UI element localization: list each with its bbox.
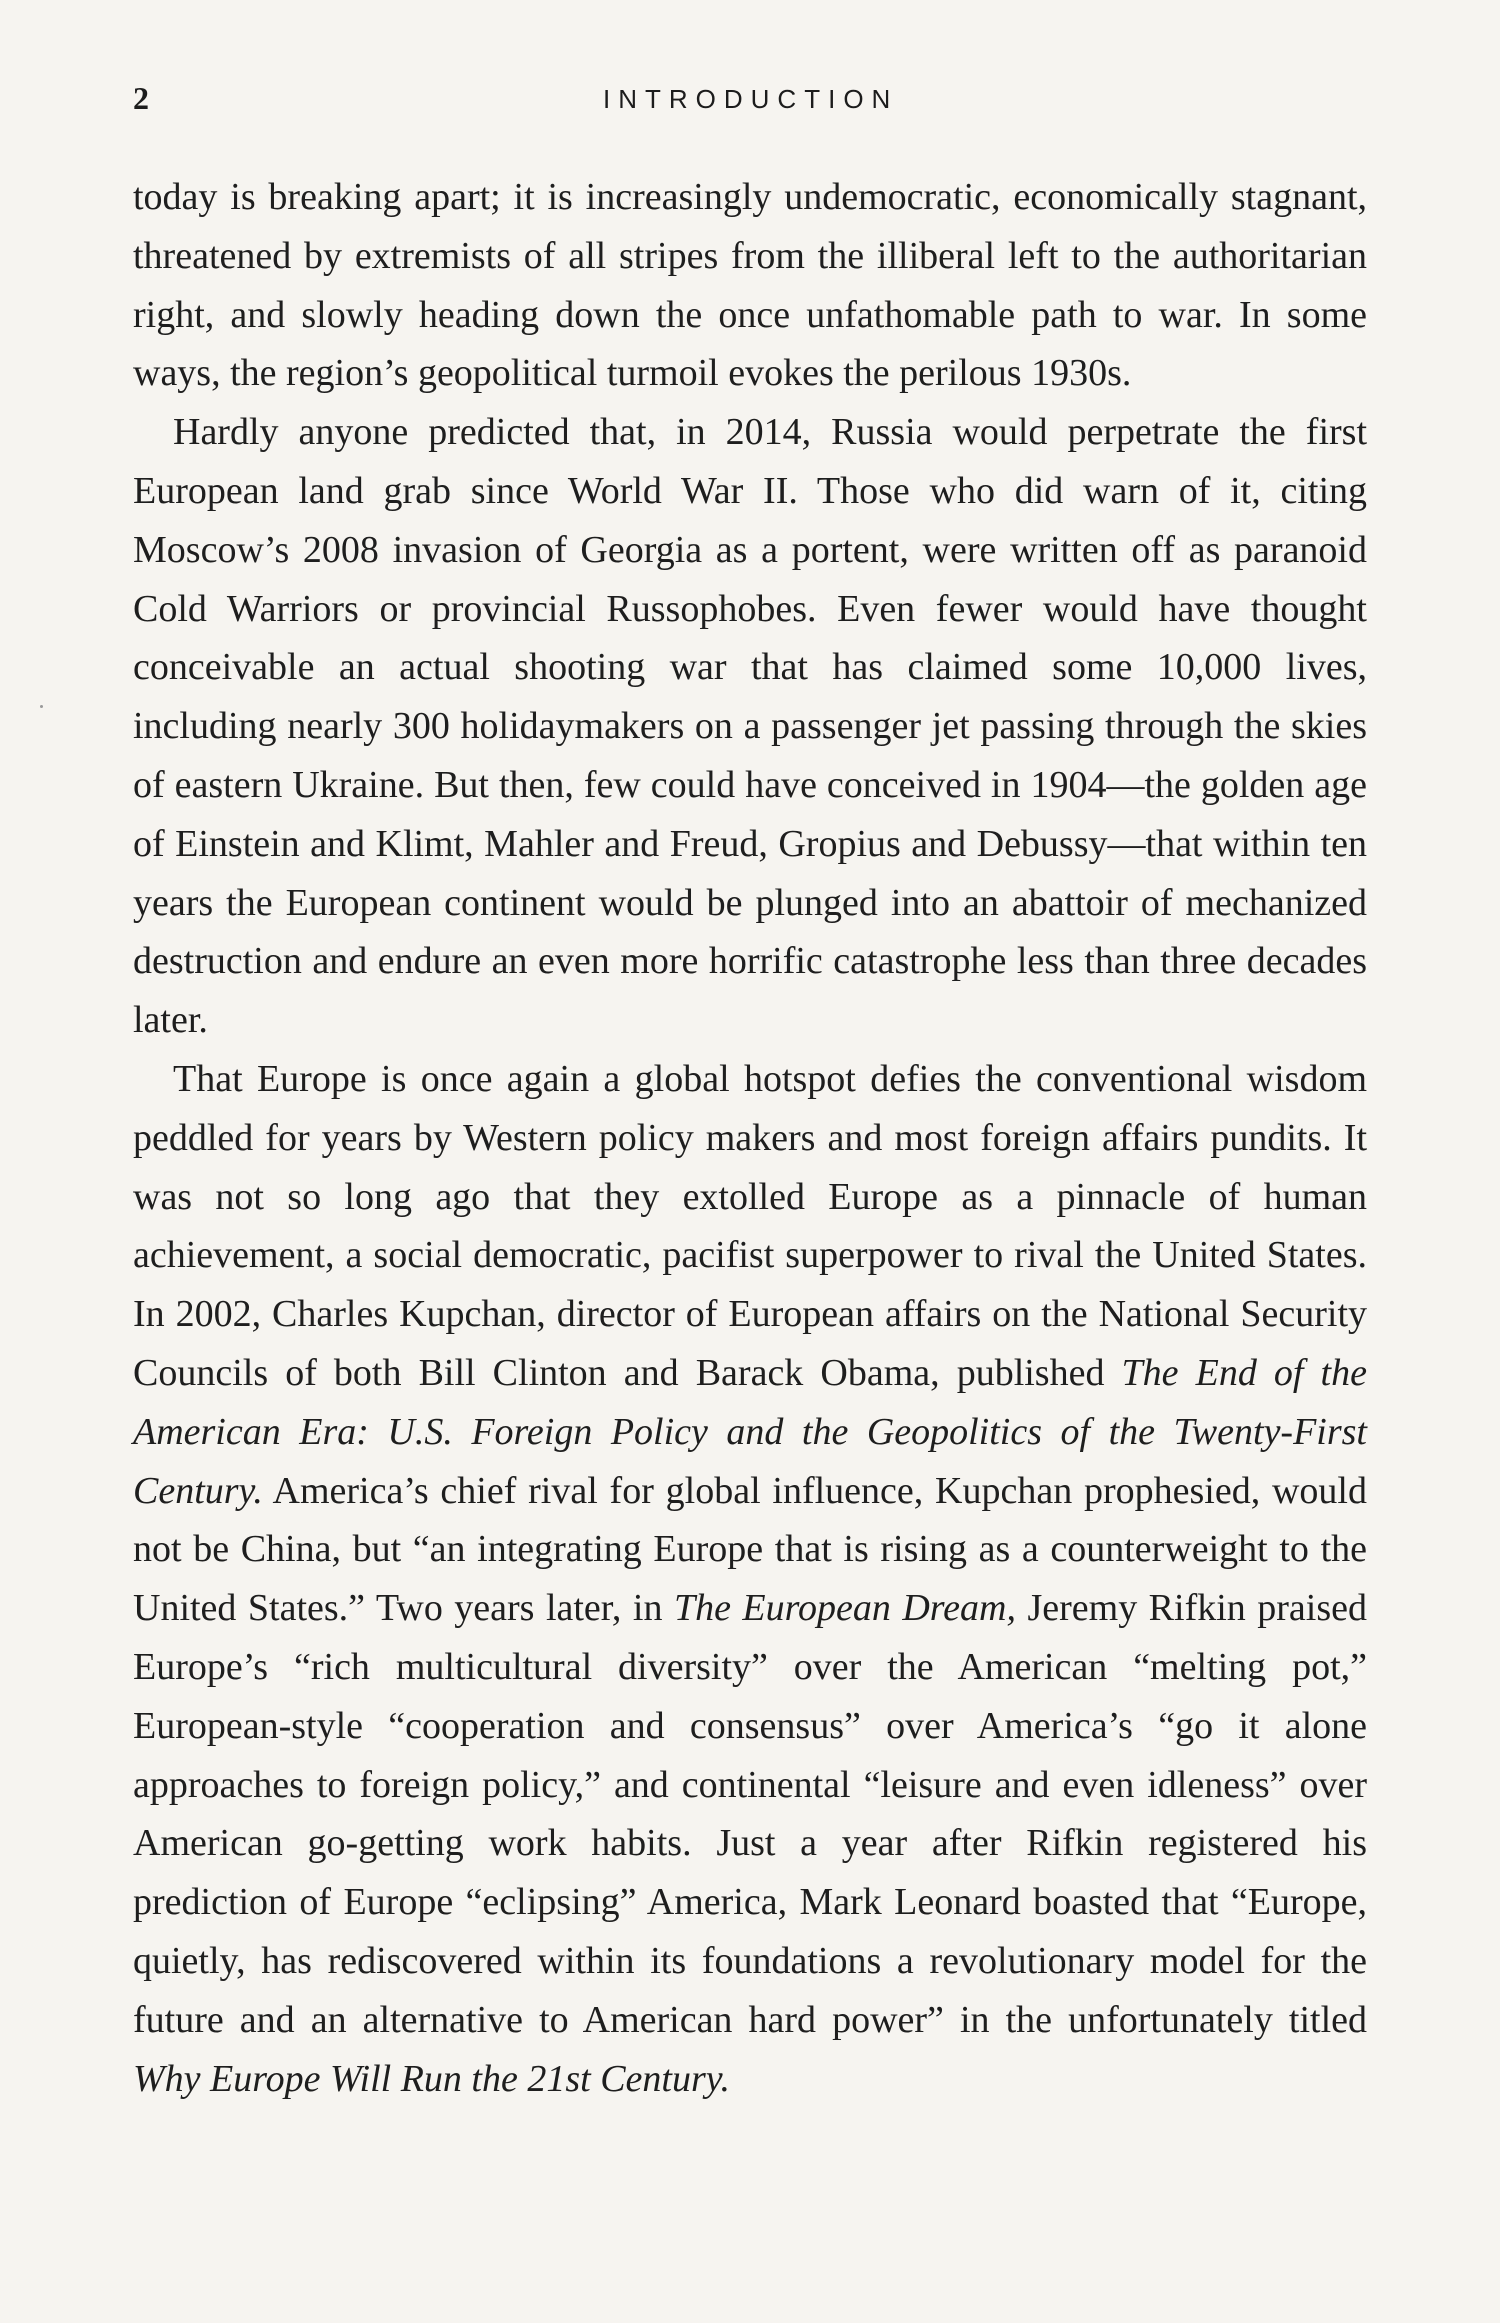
paragraph-1: today is breaking apart; it is increasingly undemocratic, economically stagnant, threatened by extremists of all stripes from the illiberal left to the authoritarian right, and slowly heading down the once unfathomable path to war. In some ways, the region’s geopolitical turmoil evokes the perilous 1930s.: [133, 176, 1367, 395]
book-title-why-europe-will-run: Why Europe Will Run the 21st Century.: [133, 2057, 731, 2100]
scan-speck: [40, 705, 43, 708]
paragraph-3-text-3: Jeremy Rifkin praised Europe’s “rich multicultural diversity” over the American “melting pot,” European-style “cooperation and consensus” over America’s “go it alone approaches to foreign policy,” and continental “leisure and even idleness” over American go-getting work habits. Just a year after Rifkin registered his prediction of Europe “eclipsing” America, Mark Leonard boasted that “Europe, quietly, has rediscovered within its foundations a revolutionary model for the future and an alternative to American hard power” in the unfortunately titled: [133, 1587, 1367, 2041]
body-text: [133, 168, 1367, 2108]
section-title: INTRODUCTION: [603, 84, 899, 114]
paragraph-3: [133, 1050, 1367, 2108]
book-title-european-dream: The European Dream,: [673, 1587, 1016, 1630]
paragraph-3-text-2: America’s chief rival for global influence, Kupchan prophesied, would not be China, but “an integrating Europe that is rising as a counterweight to the United States.” Two years later, in: [133, 1469, 1367, 1630]
running-head: [133, 80, 1373, 120]
book-title-end-of-american-era: The End of the American Era: U.S. Foreign Policy and the Geopolitics of the Twenty-First Century.: [133, 1351, 1367, 1512]
page-number: 2: [133, 80, 149, 116]
paragraph-2: Hardly anyone predicted that, in 2014, Russia would perpetrate the first European land grab since World War II. Those who did warn of it, citing Moscow’s 2008 invasion of Georgia as a portent, were written off as paranoid Cold Warriors or provincial Russophobes. Even fewer would have thought conceivable an actual shooting war that has claimed some 10,000 lives, including nearly 300 holidaymakers on a passenger jet passing through the skies of eastern Ukraine. But then, few could have conceived in 1904—the golden age of Einstein and Klimt, Mahler and Freud, Gropius and Debussy—that within ten years the European continent would be plunged into an abattoir of mechanized destruction and endure an even more horrific catastrophe less than three decades later.: [133, 411, 1367, 1042]
paragraph-3-text-1: That Europe is once again a global hotspot defies the conventional wisdom peddled for years by Western policy makers and most foreign affairs pundits. It was not so long ago that they extolled Europe as a pinnacle of human achievement, a social democratic, pacifist superpower to rival the United States. In 2002, Charles Kupchan, director of European affairs on the National Security Councils of both Bill Clinton and Barack Obama, published: [133, 1057, 1367, 1394]
